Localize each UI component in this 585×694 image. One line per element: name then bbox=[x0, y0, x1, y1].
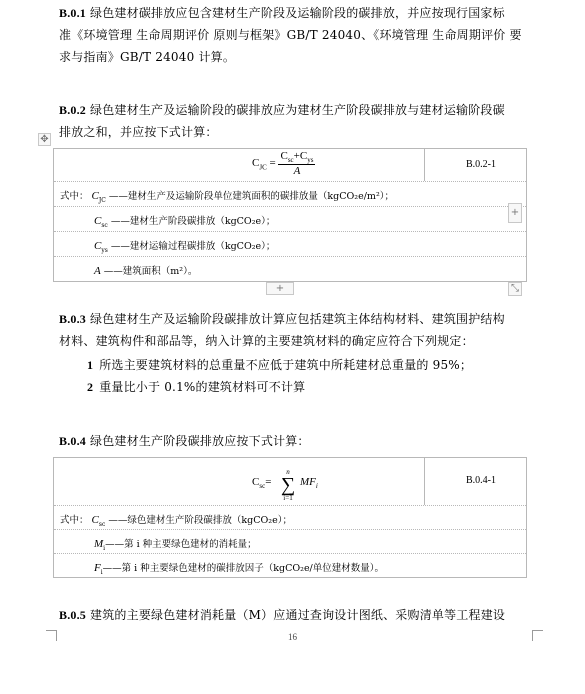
equation-number-b02: B.0.2-1 bbox=[466, 159, 496, 170]
definition-row bbox=[54, 530, 526, 554]
definition-mi: $M_i——$第 i 种主要绿色建材的消耗量； bbox=[94, 538, 257, 552]
definition-cys: $C_{ys}$ ——建材运输过程碳排放（kgCO₂e）； bbox=[94, 240, 276, 254]
formula-table-1 bbox=[53, 148, 527, 282]
column-divider bbox=[424, 149, 425, 181]
table-move-handle[interactable]: ✥ bbox=[38, 133, 51, 146]
definition-row bbox=[54, 257, 526, 282]
paragraph-b04-line-1: B.0.4 绿色建材生产阶段碳排放应按下式计算： bbox=[59, 434, 310, 448]
equation-number-b04: B.0.4-1 bbox=[466, 475, 496, 486]
paragraph-b01-line-3: 求与指南》GB/T 24040 计算。 bbox=[59, 50, 236, 64]
definition-row bbox=[54, 232, 526, 257]
list-item: 1 所选主要建筑材料的总重量不应低于建筑中所耗建材总重量的 95%； bbox=[87, 358, 473, 372]
formula-table-2 bbox=[53, 457, 527, 578]
formula-row: $C_{sc}=$ n ∑ i=1 $MF_i$ B.0.4-1 bbox=[54, 458, 526, 506]
sum-symbol: n ∑ i=1 bbox=[280, 468, 296, 502]
paragraph-b03-line-2: 材料、建筑构件和部品等，纳入计算的主要建筑材料的确定应符合下列规定： bbox=[59, 334, 474, 348]
paragraph-b03-line-1: B.0.3 绿色建材生产及运输阶段碳排放计算应包括建筑主体结构材料、建筑围护结构 bbox=[59, 312, 505, 326]
definition-row bbox=[54, 207, 526, 232]
clause-label-b04: B.0.4 bbox=[59, 434, 87, 448]
list-item: 2 重量比小于 0.1%的建筑材料可不计算 bbox=[87, 380, 306, 394]
formula-row bbox=[54, 149, 526, 182]
clause-label-b01: B.0.1 bbox=[59, 6, 87, 20]
add-row-button[interactable]: + bbox=[266, 282, 294, 295]
definition-a: A ——建筑面积（m²）。 bbox=[94, 265, 198, 277]
column-divider bbox=[424, 458, 425, 505]
paragraph-b02 bbox=[59, 99, 539, 143]
definition-row bbox=[54, 506, 526, 530]
formula-b02: $C_{JC}$ = $\frac{C_{sc}+C_{ys}}{A}$ bbox=[252, 150, 314, 178]
paragraph-b02-line-1: B.0.2 绿色建材生产及运输阶段的碳排放应为建材生产阶段碳排放与建材运输阶段碳 bbox=[59, 103, 505, 117]
formula-fraction: $\frac{C_{sc}+C_{ys}}{A}$ bbox=[280, 150, 314, 178]
clause-label-b02: B.0.2 bbox=[59, 103, 87, 117]
page-corner-mark-right bbox=[532, 630, 543, 641]
definition-fi: $F_i——$第 i 种主要绿色建材的碳排放因子（kgCO₂e/单位建材数量）。 bbox=[94, 562, 385, 576]
definition-row bbox=[54, 182, 526, 207]
add-column-button[interactable]: + bbox=[508, 203, 522, 223]
paragraph-b04 bbox=[59, 430, 539, 452]
paragraph-b01 bbox=[59, 2, 539, 68]
definition-cjc: 式中： $C_{JC}$ ——建材生产及运输阶段单位建筑面积的碳排放量（kgCO₂e/m²）； bbox=[60, 190, 395, 204]
paragraph-b01-line-2: 准《环境管理 生命周期评价 原则与框架》GB/T 24040、《环境管理 生命周期评价 要 bbox=[59, 28, 522, 42]
definition-csc-2: 式中： $C_{sc}$ ——绿色建材生产阶段碳排放（kgCO₂e）； bbox=[60, 514, 292, 528]
page-number: 16 bbox=[288, 632, 297, 642]
page-corner-mark-left bbox=[46, 630, 57, 641]
paragraph-b05 bbox=[59, 604, 539, 626]
definition-csc: $C_{sc}$ ——建材生产阶段碳排放（kgCO₂e）； bbox=[94, 215, 276, 229]
clause-label-b03: B.0.3 bbox=[59, 312, 87, 326]
paragraph-b05-line-1: B.0.5 建筑的主要绿色建材消耗量（M）应通过查询设计图纸、采购清单等工程建设 bbox=[59, 608, 506, 622]
clause-label-b05: B.0.5 bbox=[59, 608, 87, 622]
paragraph-b03 bbox=[59, 308, 539, 398]
table-resize-handle[interactable]: ⤡ bbox=[508, 282, 522, 296]
paragraph-b01-line-1: B.0.1 绿色建材碳排放应包含建材生产阶段及运输阶段的碳排放，并应按现行国家标 bbox=[59, 6, 505, 20]
definition-row bbox=[54, 554, 526, 578]
paragraph-b02-line-2: 排放之和，并应按下式计算： bbox=[59, 125, 218, 139]
